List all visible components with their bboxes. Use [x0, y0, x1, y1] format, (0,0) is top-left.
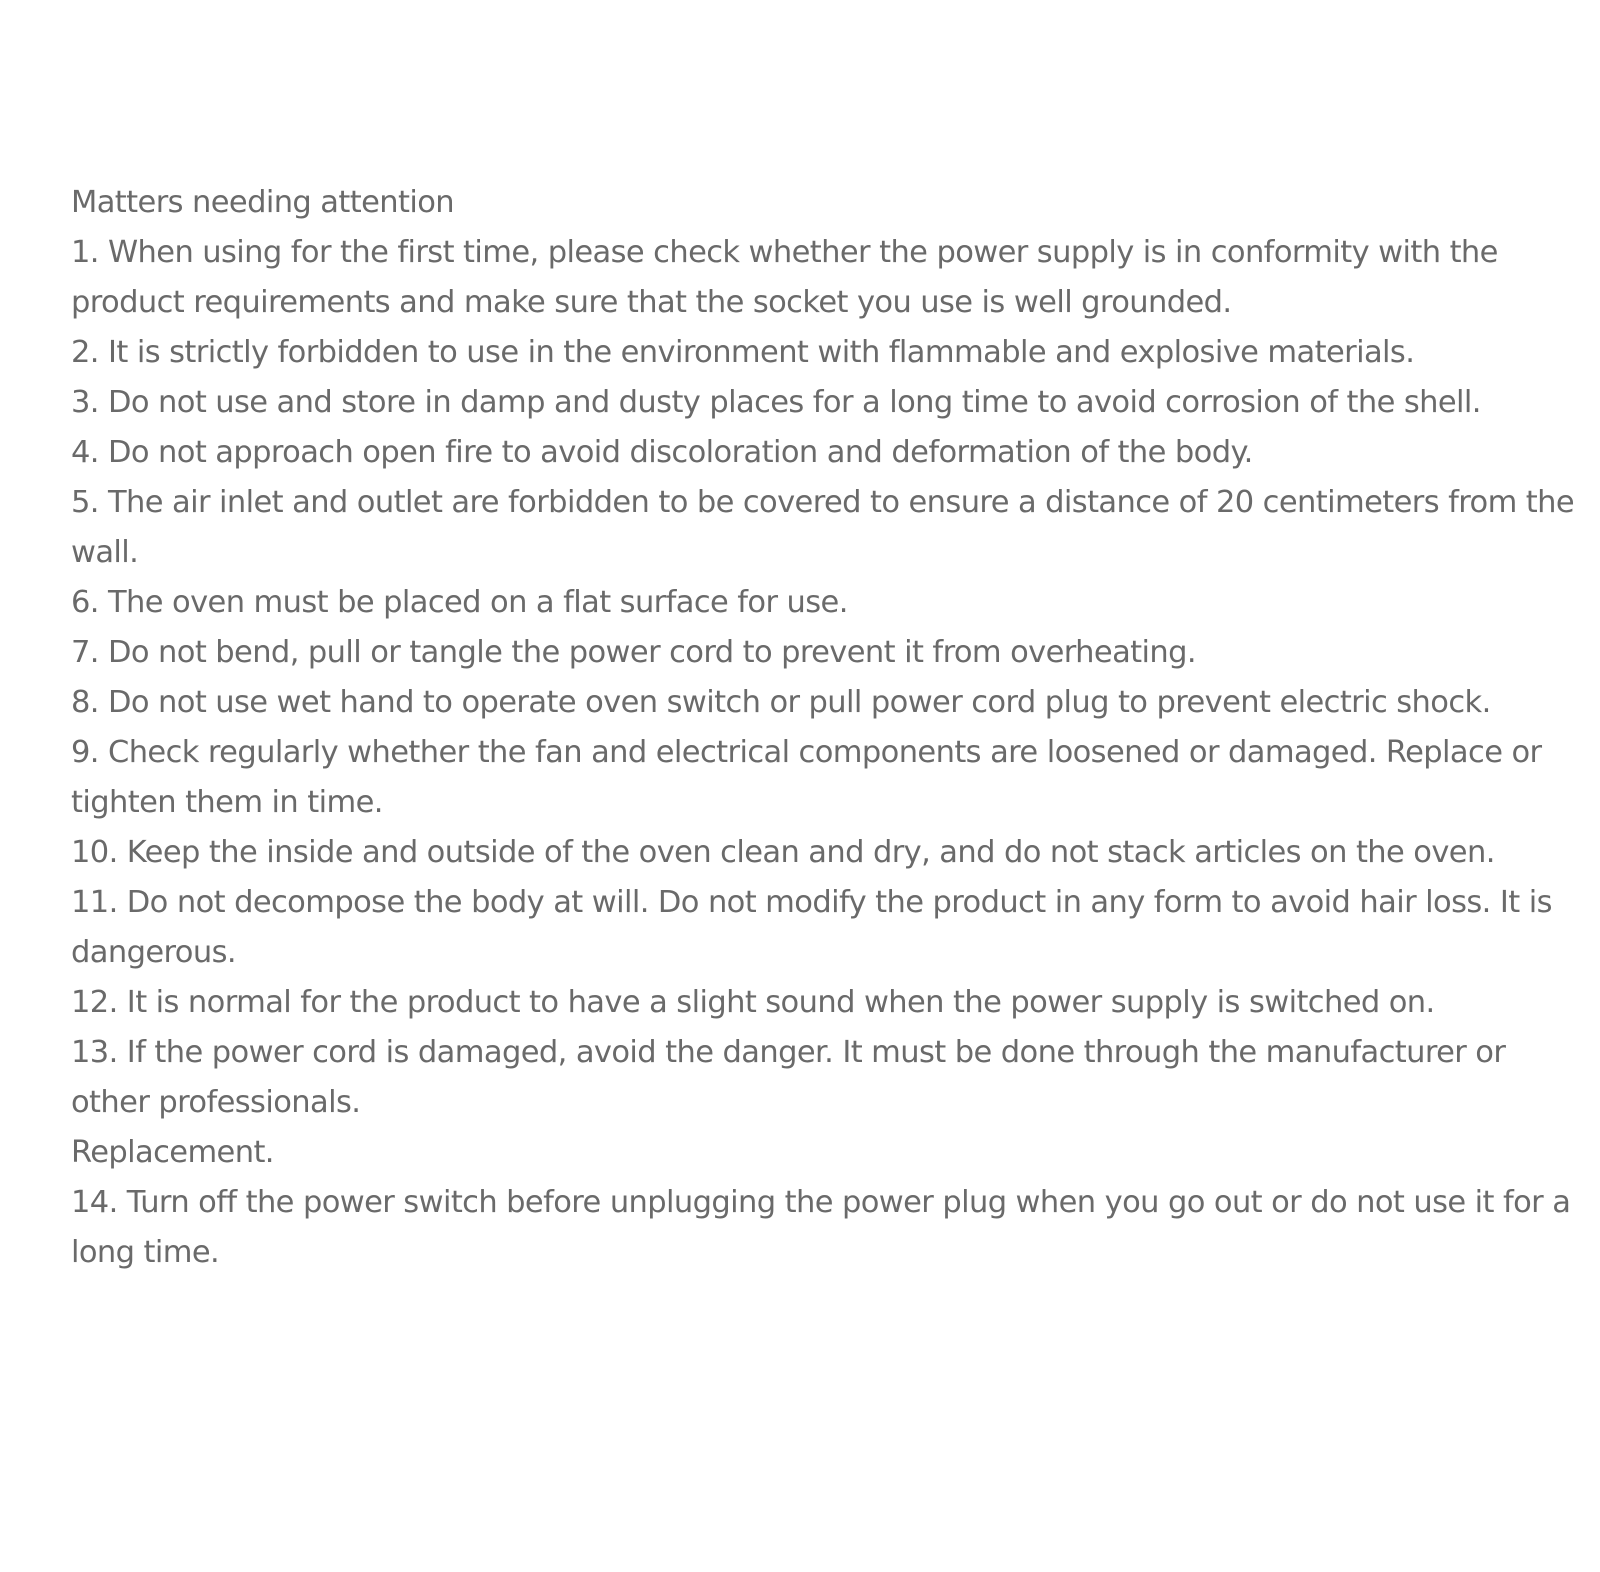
notice-item-1: 1. When using for the first time, please check whether the power supply is in conformity with the product requirements and make sure that the socket you use is well grounded.: [71, 235, 1507, 320]
document-title: Matters needing attention: [71, 185, 455, 220]
notice-item-5: 5. The air inlet and outlet are forbidden to be covered to ensure a distance of 20 centimeters from the wall.: [71, 485, 1584, 570]
notice-item-11: 11. Do not decompose the body at will. Do not modify the product in any form to avoid hair loss. It is dangerous.: [71, 885, 1561, 970]
notice-item-13-continuation: Replacement.: [71, 1135, 274, 1170]
notice-item-13: 13. If the power cord is damaged, avoid the danger. It must be done through the manufacturer or other professionals.: [71, 1035, 1515, 1120]
document-body: [71, 178, 1586, 1278]
notice-item-10: 10. Keep the inside and outside of the oven clean and dry, and do not stack articles on the oven.: [71, 835, 1495, 870]
notice-item-8: 8. Do not use wet hand to operate oven switch or pull power cord plug to prevent electric shock.: [71, 685, 1491, 720]
notice-item-2: 2. It is strictly forbidden to use in the environment with flammable and explosive materials.: [71, 335, 1415, 370]
notice-item-7: 7. Do not bend, pull or tangle the power cord to prevent it from overheating.: [71, 635, 1196, 670]
notice-item-3: 3. Do not use and store in damp and dusty places for a long time to avoid corrosion of the shell.: [71, 385, 1481, 420]
notice-item-14: 14. Turn off the power switch before unplugging the power plug when you go out or do not use it for a long time.: [71, 1185, 1580, 1270]
notice-item-6: 6. The oven must be placed on a flat surface for use.: [71, 585, 848, 620]
notice-item-12: 12. It is normal for the product to have a slight sound when the power supply is switched on.: [71, 985, 1435, 1020]
notice-item-9: 9. Check regularly whether the fan and electrical components are loosened or damaged. Replace or tighten them in time.: [71, 735, 1551, 820]
notice-item-4: 4. Do not approach open fire to avoid discoloration and deformation of the body.: [71, 435, 1253, 470]
